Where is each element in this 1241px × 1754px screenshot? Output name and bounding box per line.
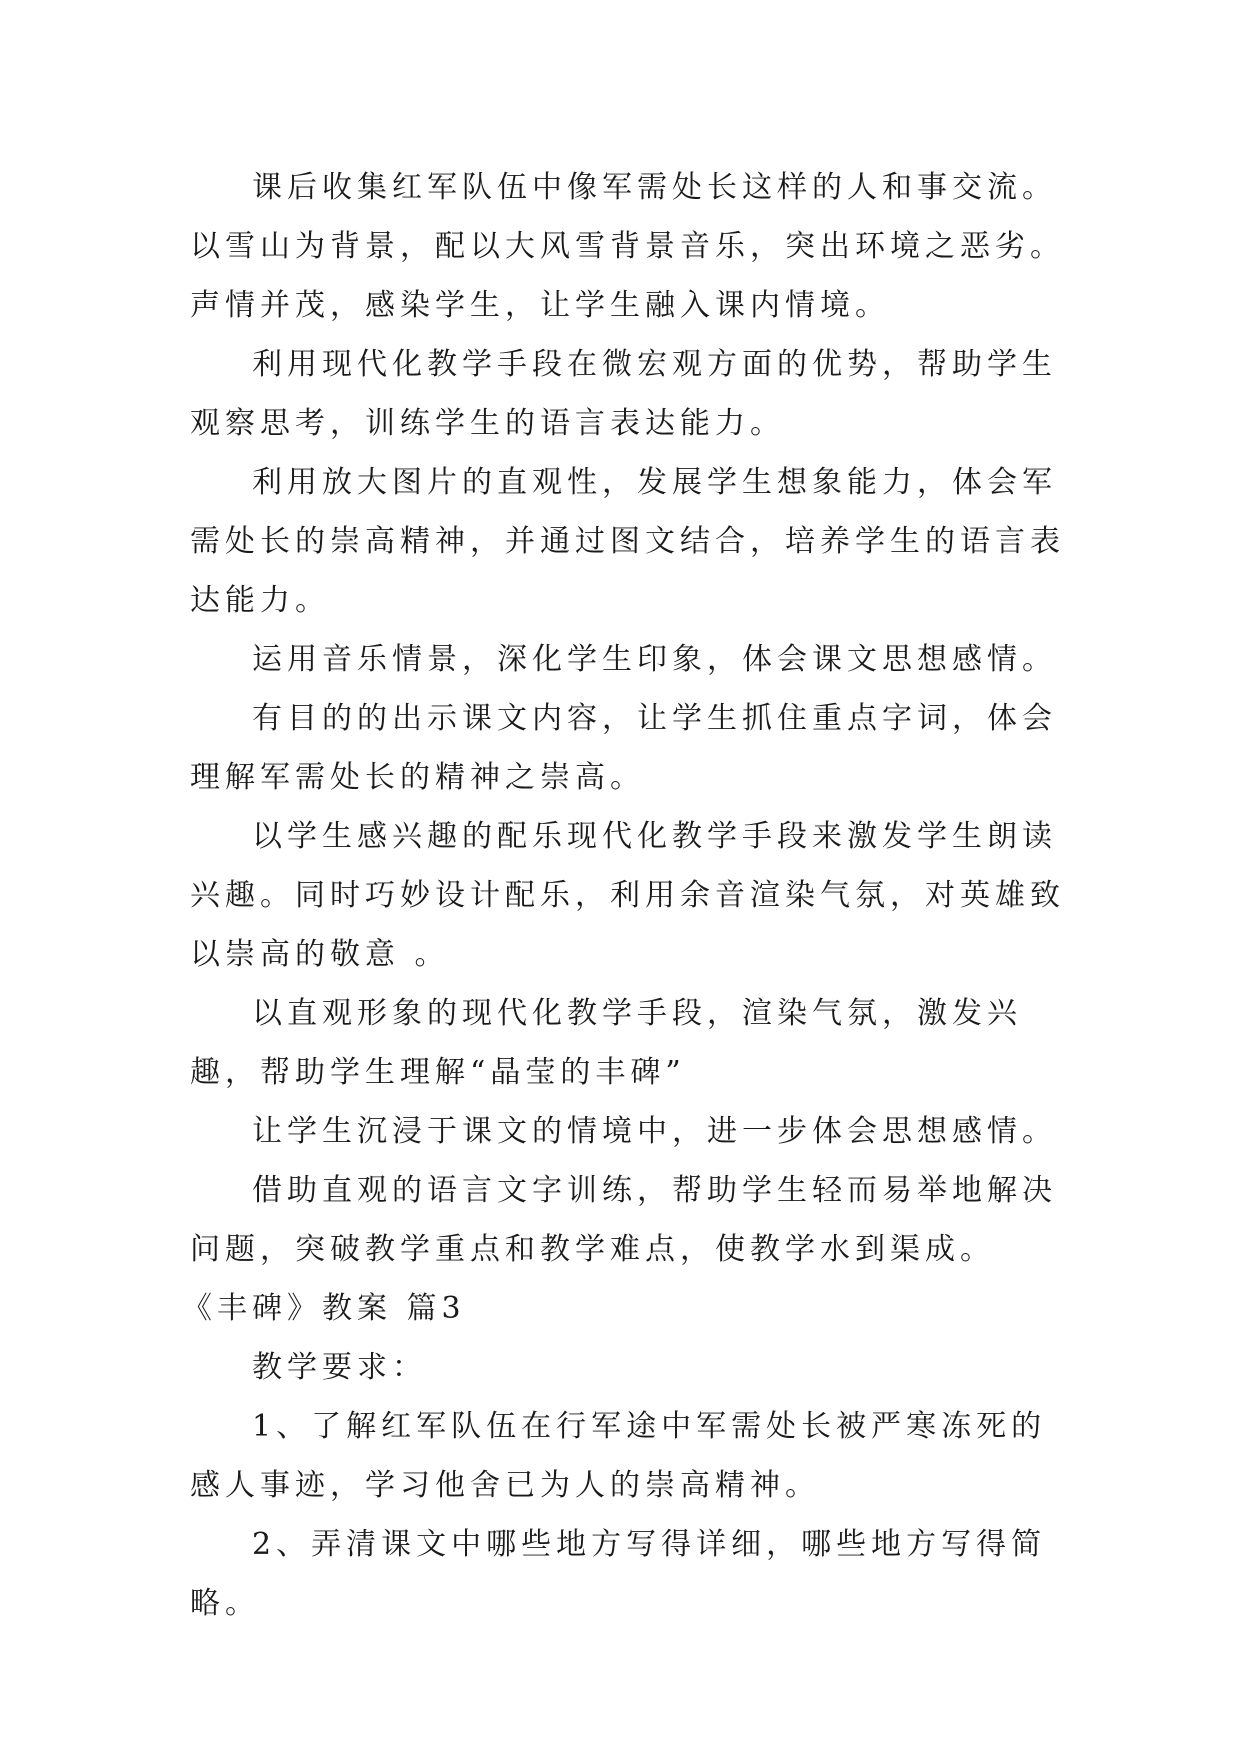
paragraph-2: 以雪山为背景，配以大风雪背景音乐，突出环境之恶劣。声情并茂，感染学生，让学生融入课内情境。 xyxy=(190,229,1065,323)
section-paragraph-3: 2、弄清课文中哪些地方写得详细，哪些地方写得简略。 xyxy=(190,1527,1047,1621)
paragraph-3: 利用现代化教学手段在微宏观方面的优势，帮助学生观察思考，训练学生的语言表达能力。 xyxy=(190,347,1057,441)
section-paragraph-2: 1、了解红军队伍在行军途中军需处长被严寒冻死的感人事迹，学习他舍已为人的崇高精神。 xyxy=(190,1409,1047,1503)
paragraph-7: 以学生感兴趣的配乐现代化教学手段来激发学生朗读兴趣。同时巧妙设计配乐，利用余音渲染气氛，对英雄致以崇高的敬意 。 xyxy=(190,819,1065,972)
section-heading: 《丰碑》教案 篇3 xyxy=(182,1291,466,1326)
paragraph-6: 有目的的出示课文内容，让学生抓住重点字词，体会理解军需处长的精神之崇高。 xyxy=(190,701,1057,795)
section-paragraph-1: 教学要求： xyxy=(252,1350,427,1385)
paragraph-8: 以直观形象的现代化教学手段，渲染气氛，激发兴趣，帮助学生理解“晶莹的丰碑” xyxy=(190,996,1022,1090)
paragraph-9: 让学生沉浸于课文的情境中，进一步体会思想感情。 xyxy=(252,1114,1057,1149)
document-body xyxy=(182,158,1070,1633)
paragraph-4: 利用放大图片的直观性，发展学生想象能力，体会军需处长的崇高精神，并通过图文结合，培养学生的语言表达能力。 xyxy=(190,465,1065,618)
paragraph-5: 运用音乐情景，深化学生印象，体会课文思想感情。 xyxy=(252,642,1057,677)
paragraph-1: 课后收集红军队伍中像军需处长这样的人和事交流。 xyxy=(252,170,1057,205)
paragraph-10: 借助直观的语言文字训练，帮助学生轻而易举地解决问题，突破教学重点和教学难点，使教学水到渠成。 xyxy=(190,1173,1057,1267)
